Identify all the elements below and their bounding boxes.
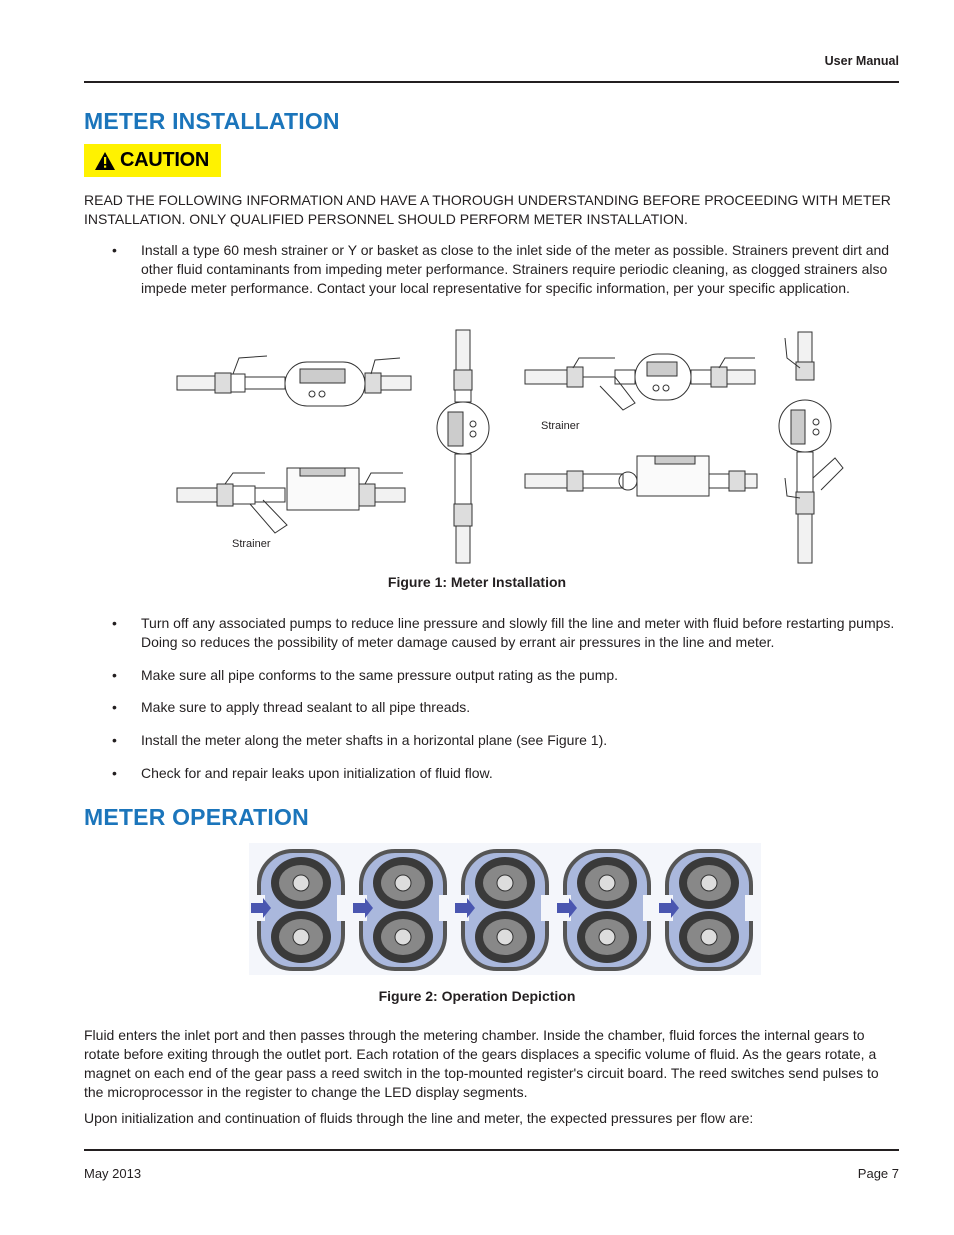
figure1-caption: Figure 1: Meter Installation xyxy=(387,574,567,590)
section-title-operation: METER OPERATION xyxy=(84,804,309,830)
header-label: User Manual xyxy=(824,54,899,68)
list-item-text: Make sure all pipe conforms to the same pressure output rating as the pump. xyxy=(141,667,619,683)
header-rule xyxy=(84,81,899,83)
operation-depiction-figure xyxy=(249,843,761,975)
operation-paragraph-2: Upon initialization and continuation of fluids through the line and meter, the expected pressures per flow are: xyxy=(84,1110,754,1126)
section-title-installation: METER INSTALLATION xyxy=(84,108,340,134)
warning-triangle-icon xyxy=(94,151,116,171)
bullet-dot: • xyxy=(112,732,117,748)
caution-badge xyxy=(84,144,221,177)
footer-date: May 2013 xyxy=(84,1166,142,1181)
bullet-dot: • xyxy=(112,765,117,781)
strainer-label-right: Strainer xyxy=(541,420,580,432)
strainer-label-left: Strainer xyxy=(232,538,271,550)
footer-page-number: Page 7 xyxy=(857,1166,899,1181)
caution-label: CAUTION xyxy=(120,149,210,171)
operation-paragraph-1: Fluid enters the inlet port and then passes through the metering chamber. Inside the chamber, fluid forces the internal gears to rotate before exiting through the outlet port. Each rotation of the gears displaces a specific volume of fluid. As the gears rotate, a magnet on each end of the gear pass a reed switch in the top-mounted register's circuit board. The reed switches send pulses to the microprocessor in the register to change the LED display segments. xyxy=(84,1027,879,1100)
bullet-dot: • xyxy=(112,615,117,631)
list-item-text: Install a type 60 mesh strainer or Y or basket as close to the inlet side of the meter as possible. Strainers prevent dirt and other fluid contaminants from impeding meter performance. Strainers require periodic cleaning, as clogged strainers also impede meter performance. Contact your local representative for specific information, per your specific application. xyxy=(141,242,890,296)
list-item-text: Install the meter along the meter shafts in a horizontal plane (see Figure 1). xyxy=(141,732,608,748)
bullet-dot: • xyxy=(112,242,117,258)
list-item-text: Turn off any associated pumps to reduce line pressure and slowly fill the line and meter with fluid before restarting pumps. Doing so reduces the possibility of meter damage caused by errant air pressures in the line and meter. xyxy=(141,615,895,650)
list-item-text: Make sure to apply thread sealant to all pipe threads. xyxy=(141,699,471,715)
figure2-caption: Figure 2: Operation Depiction xyxy=(378,988,576,1004)
bullet-dot: • xyxy=(112,667,117,683)
meter-installation-figure xyxy=(175,328,850,565)
footer-rule xyxy=(84,1149,899,1151)
installation-intro: READ THE FOLLOWING INFORMATION AND HAVE A THOROUGH UNDERSTANDING BEFORE PROCEEDING WITH METER INSTALLATION. ONLY QUALIFIED PERSONNEL SHOULD PERFORM METER INSTALLATION. xyxy=(84,192,891,227)
list-item-text: Check for and repair leaks upon initialization of fluid flow. xyxy=(141,765,493,781)
bullet-dot: • xyxy=(112,699,117,715)
